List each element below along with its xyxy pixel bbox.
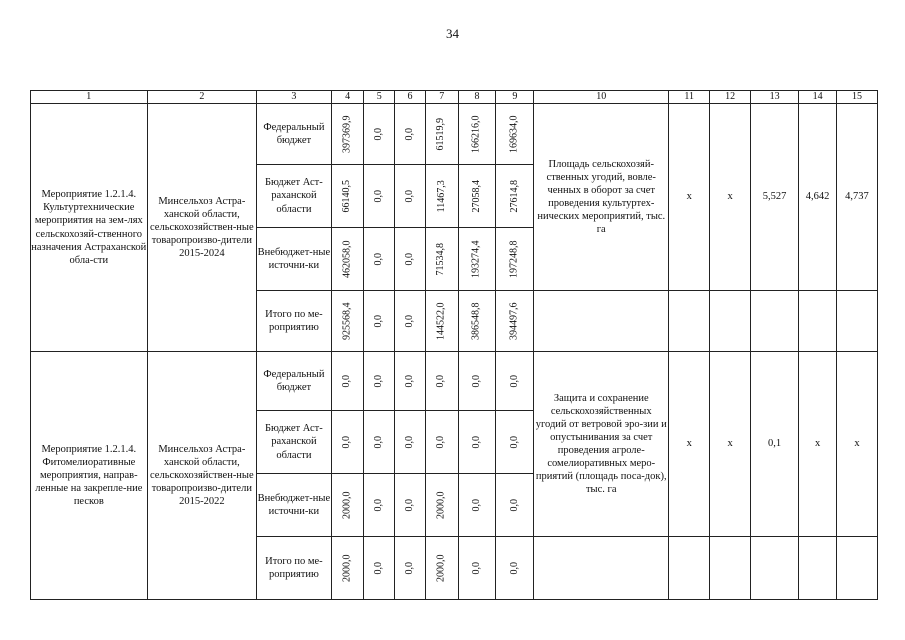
value-cell: 462058,0 [331, 228, 364, 291]
value-cell: 0,0 [395, 228, 426, 291]
value-cell: 2000,0 [425, 537, 458, 600]
empty-cell [710, 537, 751, 600]
col11-cell: х [669, 352, 710, 537]
column-header: 1 [31, 91, 148, 104]
column-header: 14 [799, 91, 837, 104]
executor-cell: Минсельхоз Астра-ханской области, сельскохозяйствен-ные товаропроизво-дители 2015-2022 [147, 352, 256, 600]
value-cell: 0,0 [364, 537, 395, 600]
funding-source: Бюджет Аст-раханской области [257, 165, 332, 228]
value-cell: 0,0 [425, 352, 458, 411]
column-number-row [31, 91, 878, 104]
value-cell: 0,0 [496, 352, 534, 411]
value-cell: 0,0 [364, 291, 395, 352]
funding-source: Итого по ме-роприятию [257, 291, 332, 352]
empty-cell [751, 291, 799, 352]
col13-cell: 0,1 [751, 352, 799, 537]
value-cell: 27614,8 [496, 165, 534, 228]
value-cell: 0,0 [395, 352, 426, 411]
value-cell: 0,0 [364, 165, 395, 228]
value-cell: 0,0 [364, 228, 395, 291]
value-cell: 169634,0 [496, 104, 534, 165]
empty-cell [534, 537, 669, 600]
indicator-cell: Площадь сельскохозяй-ственных угодий, вовле-ченных в оборот за счет проведения культуртех-нических мероприятий, тыс. га [534, 104, 669, 291]
empty-cell [799, 291, 837, 352]
col13-cell: 5,527 [751, 104, 799, 291]
column-header: 10 [534, 91, 669, 104]
empty-cell [669, 291, 710, 352]
value-cell: 0,0 [395, 291, 426, 352]
value-cell: 0,0 [364, 352, 395, 411]
value-cell: 0,0 [364, 474, 395, 537]
indicator-cell: Защита и сохранение сельскохозяйственных угодий от ветровой эро-зии и опустынивания за счет проведения агроле-сомелиоративных меро-приятий (площадь поса-док), тыс. га [534, 352, 669, 537]
value-cell: 2000,0 [425, 474, 458, 537]
value-cell: 925568,4 [331, 291, 364, 352]
value-cell: 0,0 [364, 104, 395, 165]
empty-cell [836, 537, 877, 600]
col15-cell: х [836, 352, 877, 537]
col12-cell: х [710, 104, 751, 291]
value-cell: 166216,0 [458, 104, 496, 165]
column-header: 13 [751, 91, 799, 104]
value-cell: 0,0 [458, 411, 496, 474]
value-cell: 2000,0 [331, 537, 364, 600]
value-cell: 66140,5 [331, 165, 364, 228]
empty-cell [751, 537, 799, 600]
value-cell: 386548,8 [458, 291, 496, 352]
value-cell: 0,0 [458, 474, 496, 537]
value-cell: 394497,6 [496, 291, 534, 352]
value-cell: 0,0 [331, 352, 364, 411]
empty-cell [534, 291, 669, 352]
table-row [31, 352, 878, 411]
page-number: 34 [446, 26, 459, 41]
col15-cell: 4,737 [836, 104, 877, 291]
column-header: 15 [836, 91, 877, 104]
column-header: 3 [257, 91, 332, 104]
empty-cell [836, 291, 877, 352]
value-cell: 0,0 [458, 537, 496, 600]
empty-cell [710, 291, 751, 352]
value-cell: 197248,8 [496, 228, 534, 291]
col11-cell: х [669, 104, 710, 291]
value-cell: 0,0 [496, 537, 534, 600]
activity-name: Мероприятие 1.2.1.4. Культуртехнические мероприятия на зем-лях сельскохозяй-ственного назначения Астраханской обла-сти [31, 104, 148, 352]
value-cell: 0,0 [496, 411, 534, 474]
value-cell: 0,0 [496, 474, 534, 537]
value-cell: 0,0 [425, 411, 458, 474]
funding-source: Внебюджет-ные источни-ки [257, 474, 332, 537]
value-cell: 0,0 [395, 474, 426, 537]
column-header: 12 [710, 91, 751, 104]
value-cell: 61519,9 [425, 104, 458, 165]
value-cell: 0,0 [395, 165, 426, 228]
col12-cell: х [710, 352, 751, 537]
value-cell: 27058,4 [458, 165, 496, 228]
funding-table [30, 90, 878, 600]
column-header: 5 [364, 91, 395, 104]
funding-source: Федеральный бюджет [257, 352, 332, 411]
value-cell: 2000,0 [331, 474, 364, 537]
funding-source: Бюджет Аст-раханской области [257, 411, 332, 474]
executor-cell: Минсельхоз Астра-ханской области, сельскохозяйствен-ные товаропроизво-дители 2015-2024 [147, 104, 256, 352]
value-cell: 11467,3 [425, 165, 458, 228]
table-row [31, 104, 878, 165]
activity-name: Мероприятие 1.2.1.4. Фитомелиоративные мероприятия, направ-ленные на закрепле-ние песков [31, 352, 148, 600]
value-cell: 144522,0 [425, 291, 458, 352]
value-cell: 71534,8 [425, 228, 458, 291]
empty-cell [669, 537, 710, 600]
column-header: 9 [496, 91, 534, 104]
funding-source: Федеральный бюджет [257, 104, 332, 165]
column-header: 11 [669, 91, 710, 104]
value-cell: 397369,9 [331, 104, 364, 165]
funding-source: Внебюджет-ные источни-ки [257, 228, 332, 291]
column-header: 6 [395, 91, 426, 104]
col14-cell: х [799, 352, 837, 537]
column-header: 7 [425, 91, 458, 104]
value-cell: 0,0 [395, 104, 426, 165]
column-header: 2 [147, 91, 256, 104]
value-cell: 193274,4 [458, 228, 496, 291]
value-cell: 0,0 [395, 411, 426, 474]
empty-cell [799, 537, 837, 600]
value-cell: 0,0 [458, 352, 496, 411]
value-cell: 0,0 [395, 537, 426, 600]
value-cell: 0,0 [331, 411, 364, 474]
col14-cell: 4,642 [799, 104, 837, 291]
column-header: 4 [331, 91, 364, 104]
column-header: 8 [458, 91, 496, 104]
funding-source: Итого по ме-роприятию [257, 537, 332, 600]
value-cell: 0,0 [364, 411, 395, 474]
